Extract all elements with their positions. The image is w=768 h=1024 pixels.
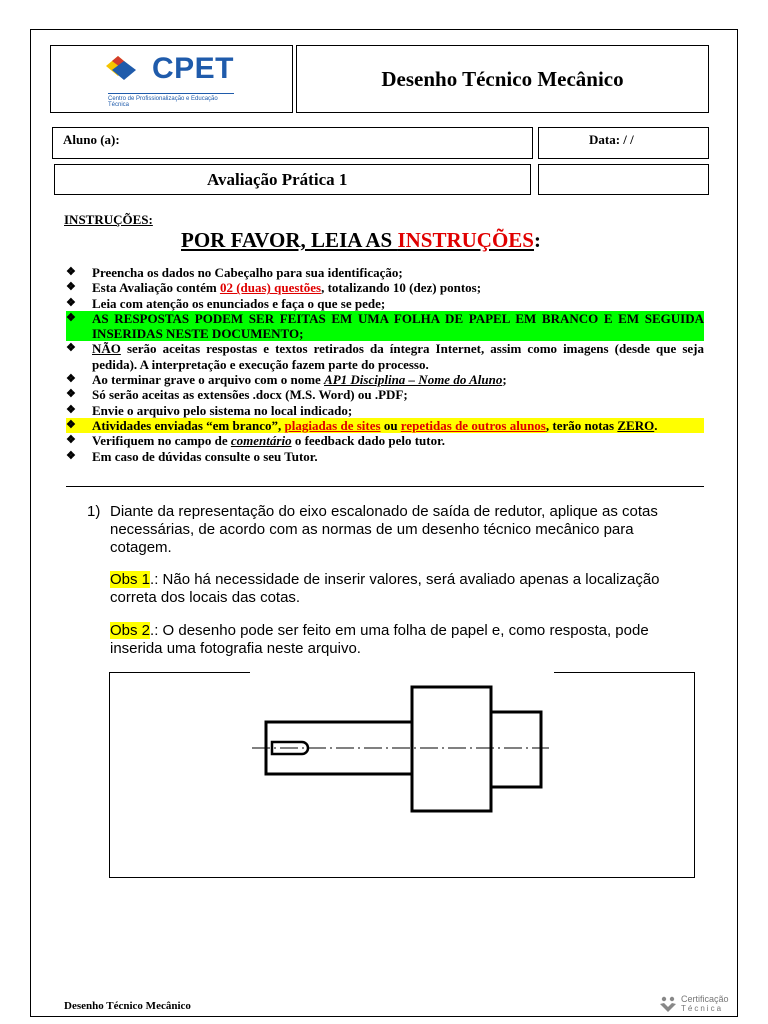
question-1: [87, 503, 687, 557]
question-text: Diante da representação do eixo escalonado de saída de redutor, aplique as cotas necessárias, de acordo com as normas de um desenho técnico mecânico para cotagem.: [110, 503, 658, 556]
obs2-text: .: O desenho pode ser feito em uma folha de papel e, como resposta, pode inserida uma fotografia neste arquivo.: [110, 622, 649, 657]
list-item: ❖ Leia com atenção os enunciados e faça o que se pede;: [66, 295, 386, 311]
course-title: Desenho Técnico Mecânico: [296, 45, 709, 113]
diamond-bullet-icon: ❖: [66, 388, 76, 401]
shaft-right-section: [491, 712, 541, 787]
list-item-highlighted: ❖ AS RESPOSTAS PODEM SER FEITAS EM UMA FOLHA DE PAPEL EM BRANCO E EM SEGUIDA INSERIDAS NESTE DOCUMENTO;: [66, 310, 704, 342]
grade-box: [538, 164, 709, 195]
instructions-headline: [181, 228, 541, 253]
diamond-bullet-icon: ❖: [66, 311, 76, 324]
diamond-bullet-icon: ❖: [66, 373, 76, 386]
certificacao-tecnica-logo: [662, 995, 729, 1013]
observation-1: [110, 571, 700, 607]
shaft-large-section: [412, 687, 491, 811]
diamond-bullet-icon: ❖: [66, 266, 76, 278]
observation-2: [110, 622, 700, 658]
drawing-frame: [109, 672, 695, 878]
diamond-bullet-icon: ❖: [66, 281, 76, 294]
diamond-bullet-icon: ❖: [66, 418, 76, 431]
cert-line-1: Certificação: [681, 994, 729, 1004]
diamond-bullet-icon: ❖: [66, 342, 76, 355]
cpet-logo-icon: [104, 54, 148, 84]
headline-suffix: :: [533, 228, 541, 252]
list-item: ❖ Preencha os dados no Cabeçalho para sua identificação;: [66, 265, 403, 280]
list-item: ❖ Verifiquem no campo de comentário o feedback dado pelo tutor.: [66, 433, 445, 449]
obs2-label: Obs 2: [110, 622, 151, 639]
diamond-bullet-icon: ❖: [66, 403, 76, 416]
diamond-bullet-icon: ❖: [66, 449, 76, 462]
divider: [66, 486, 704, 487]
list-item: ❖ Ao terminar grave o arquivo com o nome AP1 Disciplina – Nome do Aluno;: [66, 372, 507, 388]
diamond-bullet-icon: ❖: [66, 296, 76, 309]
list-item: ❖ Só serão aceitas as extensões .docx (M.S. Word) ou .PDF;: [66, 387, 408, 403]
question-number: 1): [87, 503, 101, 520]
cert-line-2: Técnica: [681, 1004, 724, 1013]
list-item: ❖ Envie o arquivo pelo sistema no local indicado;: [66, 402, 353, 418]
logo-subtitle: Centro de Profissionalização e Educação Técnica: [108, 93, 234, 108]
footer-title: Desenho Técnico Mecânico: [64, 1000, 191, 1012]
logo-text: CPET: [152, 52, 235, 85]
student-name-field[interactable]: Aluno (a):: [52, 127, 533, 159]
obs1-text: .: Não há necessidade de inserir valores, será avaliado apenas a localização correta dos locais das cotas.: [110, 571, 660, 606]
certification-icon: [659, 995, 677, 1013]
shaft-drawing: [109, 672, 695, 878]
obs1-label: Obs 1: [110, 571, 151, 588]
date-field[interactable]: Data: / /: [538, 127, 709, 159]
instructions-list: [66, 265, 704, 464]
instructions-label: INSTRUÇÕES:: [64, 212, 153, 227]
headline-prefix: POR FAVOR, LEIA AS: [181, 228, 398, 252]
headline-highlight: INSTRUÇÕES: [397, 228, 534, 252]
list-item: ❖ Em caso de dúvidas consulte o seu Tutor.: [66, 448, 318, 464]
list-item: ❖ NÃO serão aceitas respostas e textos retirados da íntegra Internet, assim como imagens (desde que seja pedida). A interpretação e execução fazem parte do processo.: [66, 341, 704, 372]
evaluation-title: Avaliação Prática 1: [54, 164, 531, 195]
list-item-highlighted: ❖ Atividades enviadas “em branco”, plagiadas de sites ou repetidas de outros alunos, terão notas ZERO.: [66, 418, 704, 433]
diamond-bullet-icon: ❖: [66, 434, 76, 447]
list-item: ❖ Esta Avaliação contém 02 (duas) questões, totalizando 10 (dez) pontos;: [66, 280, 482, 296]
